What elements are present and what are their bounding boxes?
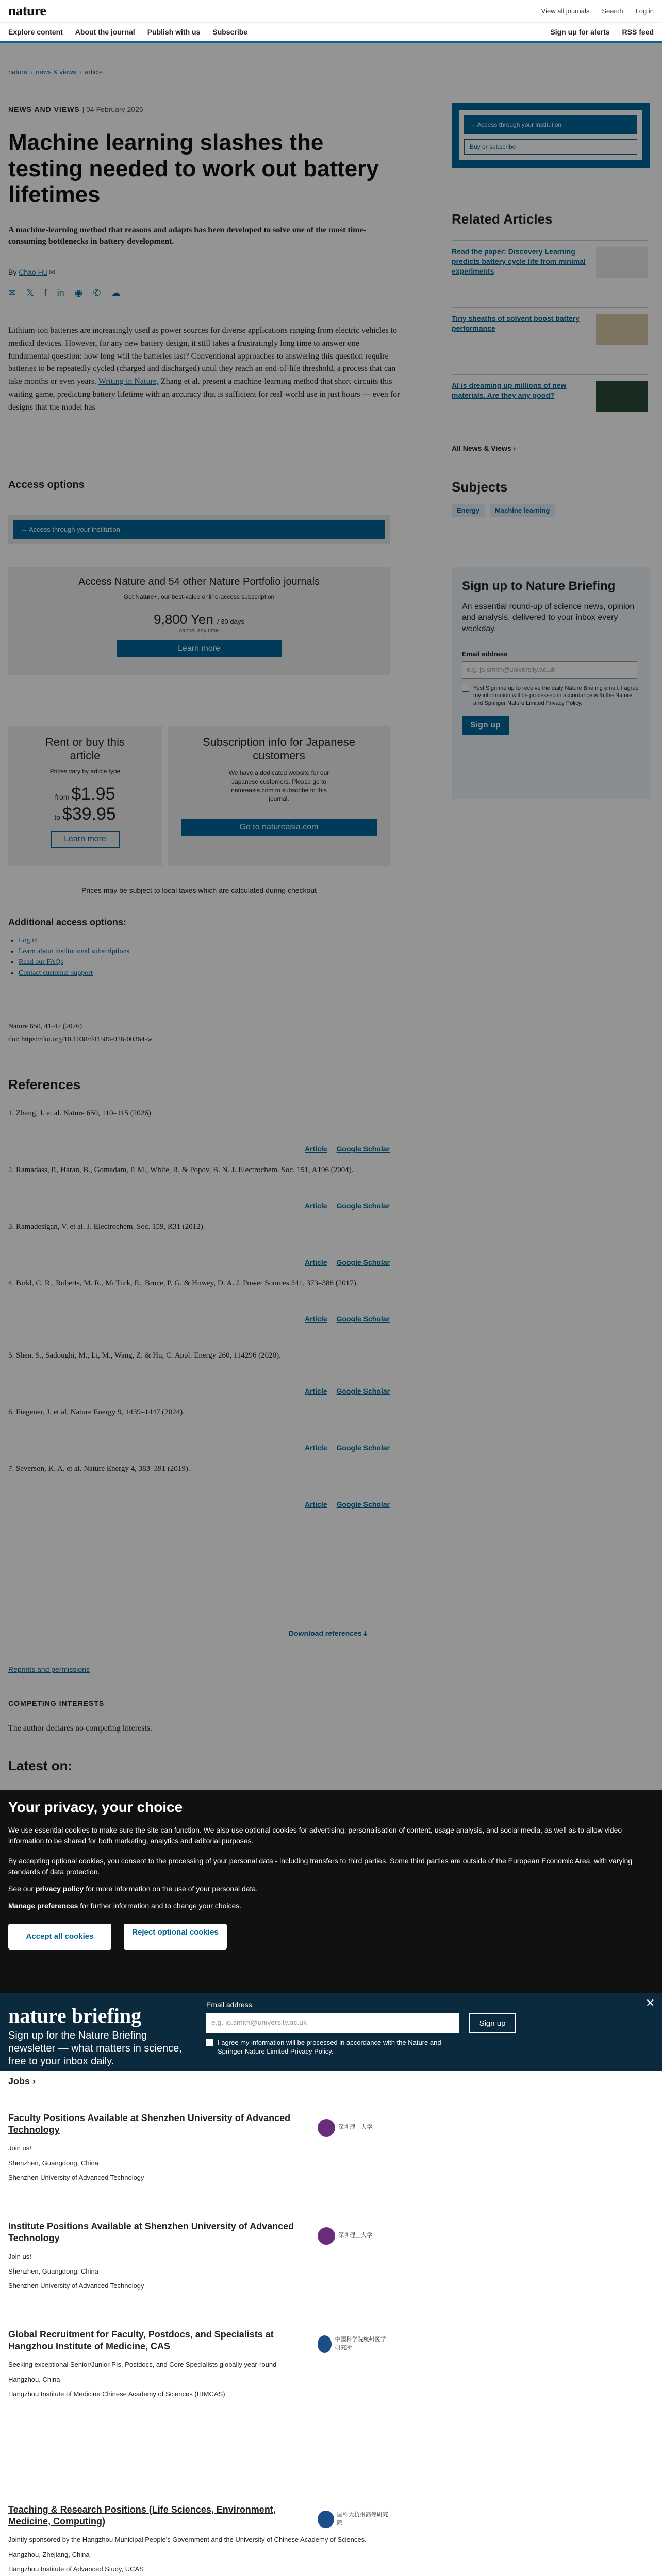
- tax-note: Prices may be subject to local taxes which are calculated during checkout: [81, 886, 317, 894]
- sidebar-buy-button[interactable]: Buy or subscribe: [464, 139, 637, 155]
- related-article[interactable]: Tiny sheaths of solvent boost battery performance: [452, 307, 648, 348]
- job-listing[interactable]: Faculty Positions Available at Shenzhen University of Advanced Technology Join us! Shenzhen, Guangdong, China Shenzhen University of Advanced Technology 深圳理工大学: [8, 2112, 390, 2183]
- nav-publish[interactable]: Publish with us: [147, 28, 201, 36]
- subject-tag-ml[interactable]: Machine learning: [490, 504, 555, 517]
- briefing-strip: nature briefing Sign up for the Nature Briefing newsletter — what matters in science, free to your inbox daily. Email address e.g. jo.smith@university.ac.uk Sign up I agree my information will be processed in accordance with the Nature and Springer Nature Limited Privacy Policy. ✕: [0, 1993, 662, 2071]
- close-icon[interactable]: ✕: [646, 1996, 655, 2009]
- reference-scholar-link[interactable]: Google Scholar: [336, 1315, 390, 1323]
- article-date: 04 February 2026: [86, 105, 143, 113]
- login-link[interactable]: Log in: [635, 7, 654, 15]
- email-share-icon[interactable]: ✉: [8, 287, 16, 298]
- jobs-heading[interactable]: Jobs ›: [8, 2076, 36, 2087]
- subjects-heading: Subjects: [452, 479, 508, 495]
- reference-scholar-link[interactable]: Google Scholar: [336, 1201, 390, 1210]
- price-from: $1.95: [71, 784, 115, 804]
- briefing-email-input[interactable]: e.g. jo.smith@university.ac.uk: [462, 661, 637, 679]
- privacy-policy-link[interactable]: privacy policy: [35, 1885, 84, 1893]
- employer-logo: 中国科学院杭州医学研究所: [318, 2329, 390, 2360]
- linkedin-share-icon[interactable]: in: [57, 287, 64, 298]
- competing-text: The author declares no competing interests.: [8, 1724, 153, 1733]
- sidebar-institution-button[interactable]: → Access through your institution: [464, 115, 637, 134]
- reference-scholar-link[interactable]: Google Scholar: [336, 1387, 390, 1395]
- natureasia-button[interactable]: Go to natureasia.com: [181, 819, 377, 836]
- sign-up-alerts-link[interactable]: Sign up for alerts: [550, 28, 610, 36]
- institutional-link[interactable]: Learn about institutional subscriptions: [19, 947, 130, 955]
- reference-item: 6. Fiegener, J. et al. Nature Energy 9, 1439–1447 (2024). Article Google Scholar: [8, 1406, 390, 1418]
- subject-tag-energy[interactable]: Energy: [452, 504, 485, 517]
- article-title: Machine learning slashes the testing needed to work out battery lifetimes: [8, 130, 379, 208]
- reference-scholar-link[interactable]: Google Scholar: [336, 1500, 390, 1509]
- employer-logo: 深圳理工大学: [318, 2112, 390, 2143]
- reference-item: 4. Birkl, C. R., Roberts, M. R., McTurk, E., Bruce, P. G. & Howey, D. A. J. Power Sources 341, 373–386 (2017). Article Google Scholar: [8, 1278, 390, 1290]
- nature-logo[interactable]: nature: [8, 3, 46, 19]
- reference-item: 1. Zhang, J. et al. Nature 650, 110–115 (2026). Article Google Scholar: [8, 1108, 390, 1120]
- reject-cookies-button[interactable]: Reject optional cookies: [124, 1924, 227, 1950]
- reference-article-link[interactable]: Article: [304, 1315, 327, 1323]
- facebook-share-icon[interactable]: f: [44, 287, 47, 298]
- references-heading: References: [8, 1077, 81, 1092]
- strip-email-input[interactable]: e.g. jo.smith@university.ac.uk: [206, 2013, 459, 2033]
- job-listing[interactable]: Global Recruitment for Faculty, Postdocs, and Specialists at Hangzhou Institute of Medicine, CAS Seeking exceptional Senior/Junior PIs, Postdocs, and Core Specialists globally year-round Hangzhou, China Hangzhou Institute of Medicine Chinese Academy of Sciences (HIMCAS) 中国科学院杭州医学研究所: [8, 2329, 390, 2399]
- citation: Nature 650, 41-42 (2026) doi: https://doi.org/10.1038/d41586-026-00364-w: [8, 1020, 152, 1046]
- price-to: $39.95: [62, 804, 116, 824]
- privacy-banner: Your privacy, your choice We use essential cookies to make sure the site can function. We also use optional cookies for advertising, personalisation of content, usage analysis, and social media, as well as to allow video information to be shared for both marketing, analytics and editorial purposes. By accepting optional cookies, you consent to the processing of your personal data - including transfers to third parties. Some third parties are outside of the European Economic Area, with varying standards of data protection. See our privacy policy for more information on the use of your personal data. Manage preferences for further information and to change your choices. Accept all cookies Reject optional cookies: [0, 1790, 662, 1993]
- breadcrumb-nature[interactable]: nature: [8, 68, 27, 76]
- reference-scholar-link[interactable]: Google Scholar: [336, 1258, 390, 1266]
- subscription-box: Access Nature and 54 other Nature Portfolio journals Get Nature+, our best-value online-access subscription 9,800 Yen / 30 days cancel any time Learn more: [8, 567, 390, 675]
- top-links: [541, 7, 654, 15]
- breadcrumb-news-views[interactable]: news & views: [36, 68, 76, 76]
- all-news-link[interactable]: All News & Views ›: [452, 444, 516, 452]
- reference-scholar-link[interactable]: Google Scholar: [336, 1444, 390, 1452]
- x-share-icon[interactable]: 𝕏: [26, 287, 34, 298]
- competing-heading: COMPETING INTERESTS: [8, 1699, 105, 1707]
- briefing-signup-button[interactable]: Sign up: [462, 716, 509, 735]
- email-icon[interactable]: ✉: [49, 268, 56, 276]
- faq-link[interactable]: Read our FAQs: [19, 958, 63, 966]
- reference-article-link[interactable]: Article: [304, 1444, 327, 1452]
- job-title[interactable]: Teaching & Research Positions (Life Sciences, Environment, Medicine, Computing): [8, 2504, 276, 2527]
- manage-preferences-link[interactable]: Manage preferences: [8, 1902, 78, 1910]
- related-article[interactable]: Read the paper: Discovery Learning predicts battery cycle life from minimal experiments: [452, 240, 648, 281]
- nav-about-journal[interactable]: About the journal: [75, 28, 135, 36]
- search-link[interactable]: Search: [602, 7, 623, 15]
- bluesky-share-icon[interactable]: ☁: [111, 287, 121, 298]
- breadcrumb: nature › news & views › article: [8, 68, 103, 76]
- nav-subscribe[interactable]: Subscribe: [212, 28, 248, 36]
- job-listing[interactable]: Teaching & Research Positions (Life Sciences, Environment, Medicine, Computing) Jointly sponsored by the Hangzhou Municipal People's Government and the University of Chinese Academy of Sciences. Hangzhou, Zhejiang, China Hangzhou Institute of Advanced Study, UCAS 国科大杭州高等研究院: [8, 2504, 390, 2574]
- japan-box: Subscription info for Japanese customers We have a dedicated website for our Japanese customers. Please go to natureasia.com to subscribe to this journal. Go to natureasia.com: [168, 726, 390, 866]
- job-listing[interactable]: Institute Positions Available at Shenzhen University of Advanced Technology Join us! Shenzhen, Guangdong, China Shenzhen University of Advanced Technology 深圳理工大学: [8, 2221, 390, 2291]
- login-access-link[interactable]: Log in: [19, 937, 38, 944]
- subscribe-learn-more-button[interactable]: Learn more: [117, 640, 282, 657]
- reference-scholar-link[interactable]: Google Scholar: [336, 1145, 390, 1153]
- article-body: Lithium-ion batteries are increasingly used as power sources for diverse applications ranging from electric vehicles to medical devices. However, for any new battery design, it still takes a frustratingly long time to answer one fundamental question: how long will the batteries last? Conventional approaches to answering this question require batteries to be repeatedly cycled (charged and discharged) until they reach an end-of-life threshold, a process that can take months or even years. Writing in Nature, Zhang et al. present a machine-learning method that short-circuits this waiting game, predicting battery lifetime with an accuracy that is sufficient for real-world use in just hours — even for designs that the model has: [8, 326, 400, 412]
- byline: By Chao Hu ✉: [8, 268, 56, 276]
- top-bar: [0, 0, 662, 23]
- rent-box: Rent or buy this article Prices vary by article type from $1.95 to $39.95 Learn more: [8, 726, 162, 866]
- reference-article-link[interactable]: Article: [304, 1387, 327, 1395]
- briefing-brand: nature briefing: [8, 2004, 142, 2027]
- breadcrumb-article: article: [85, 68, 103, 76]
- reddit-share-icon[interactable]: ◉: [74, 287, 83, 298]
- reference-article-link[interactable]: Article: [304, 1258, 327, 1266]
- rent-learn-more-button[interactable]: Learn more: [51, 831, 120, 848]
- latest-on-heading: Latest on:: [8, 1758, 73, 1773]
- view-all-journals-link[interactable]: View all journals: [541, 7, 590, 15]
- reference-item: 3. Ramadesigan, V. et al. J. Electrochem. Soc. 159, R31 (2012). Article Google Scholar: [8, 1221, 390, 1233]
- additional-access: Additional access options: • Log in • Learn about institutional subscriptions • Read our FAQs • Contact customer support: [8, 917, 129, 978]
- job-title[interactable]: Institute Positions Available at Shenzhen University of Advanced Technology: [8, 2221, 294, 2244]
- support-link[interactable]: Contact customer support: [19, 969, 93, 977]
- related-article[interactable]: AI is dreaming up millions of new materials. Are they any good?: [452, 374, 648, 415]
- accept-cookies-button[interactable]: Accept all cookies: [8, 1924, 111, 1950]
- access-options-heading: Access options: [8, 479, 85, 490]
- article-meta: NEWS AND VIEWS | 04 February 2026: [8, 105, 143, 113]
- reference-item: 2. Ramadass, P., Haran, B., Gomadam, P. M., White, R. & Popov, B. N. J. Electrochem. Soc. 151, A196 (2004). Article Google Scholar: [8, 1164, 390, 1176]
- job-title[interactable]: Global Recruitment for Faculty, Postdocs, and Specialists at Hangzhou Institute of Medicine, CAS: [8, 2329, 274, 2352]
- download-references-link[interactable]: Download references ⤓: [289, 1629, 367, 1637]
- author-link[interactable]: Chao Hu: [19, 268, 47, 276]
- strip-signup-button[interactable]: Sign up: [469, 2013, 516, 2033]
- whatsapp-share-icon[interactable]: ✆: [93, 287, 101, 298]
- employer-logo: 深圳理工大学: [318, 2221, 390, 2251]
- subscription-price: 9,800 Yen: [154, 612, 213, 627]
- main-nav: [0, 23, 662, 43]
- strip-consent-checkbox[interactable]: [206, 2039, 213, 2046]
- reference-item: 7. Severson, K. A. et al. Nature Energy 4, 383–391 (2019). Article Google Scholar: [8, 1463, 390, 1475]
- job-title[interactable]: Faculty Positions Available at Shenzhen University of Advanced Technology: [8, 2113, 291, 2136]
- reference-article-link[interactable]: Article: [304, 1500, 327, 1509]
- institution-access-button[interactable]: → Access through your institution: [13, 520, 385, 539]
- rss-feed-link[interactable]: RSS feed: [622, 28, 654, 36]
- related-heading: Related Articles: [452, 211, 553, 227]
- doi[interactable]: doi: https://doi.org/10.1038/d41586-026-00364-w: [8, 1036, 153, 1044]
- reference-item: 5. Shen, S., Sadoughi, M., Li, M., Wang, Z. & Hu, C. Appl. Energy 260, 114296 (2020). Article Google Scholar: [8, 1350, 390, 1362]
- modal-overlay: [0, 43, 662, 1790]
- reference-article-link[interactable]: Article: [304, 1201, 327, 1210]
- briefing-signup-box: Sign up to Nature Briefing An essential round-up of science news, opinion and analysis, delivered to your inbox every weekday. Email address e.g. jo.smith@university.ac.uk Yes! Sign me up to receive the daily Nature Briefing email. I agree my information will be processed in accordance with the Nature and Springer Nature Limited Privacy Policy. Sign up: [452, 567, 650, 799]
- reference-article-link[interactable]: Article: [304, 1145, 327, 1153]
- employer-logo: 国科大杭州高等研究院: [318, 2504, 390, 2535]
- reprints-link[interactable]: Reprints and permissions: [8, 1665, 90, 1673]
- body-link[interactable]: Writing in Nature,: [98, 377, 159, 386]
- nav-explore-content[interactable]: Explore content: [8, 28, 63, 36]
- standfirst: A machine-learning method that reasons and adapts has been developed to solve one of the most time-consuming bottlenecks in battery development.: [8, 226, 366, 246]
